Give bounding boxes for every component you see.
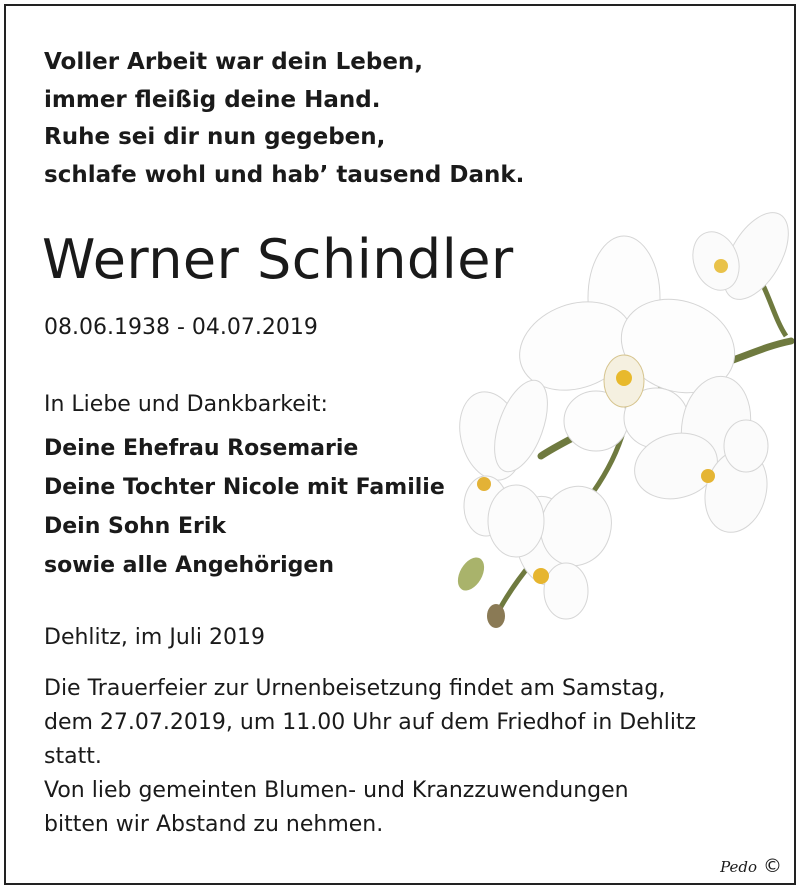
mourner-entry: Deine Ehefrau Rosemarie	[44, 436, 359, 461]
notice-line: Von lieb gemeinten Blumen- und Kranzzuwendungen	[44, 778, 629, 803]
place-date: Dehlitz, im Juli 2019	[44, 625, 265, 650]
mourner-entry: Deine Tochter Nicole mit Familie	[44, 475, 445, 500]
dedication-intro: In Liebe und Dankbarkeit:	[44, 392, 328, 417]
poem-line: schlafe wohl und hab’ tausend Dank.	[44, 161, 525, 188]
notice-line: bitten wir Abstand zu nehmen.	[44, 812, 384, 837]
deceased-name: Werner Schindler	[42, 228, 514, 291]
poem-line: Voller Arbeit war dein Leben,	[44, 49, 424, 75]
mourner-entry: sowie alle Angehörigen	[44, 553, 335, 578]
obituary-card	[4, 4, 796, 885]
life-dates: 08.06.1938 - 04.07.2019	[44, 315, 318, 340]
signature-name: Pedo	[720, 858, 757, 876]
copyright-symbol: ©	[763, 855, 782, 877]
orchid-flower-icon	[446, 206, 796, 636]
publisher-signature	[720, 855, 782, 877]
mourners-list	[44, 429, 445, 585]
poem	[44, 44, 524, 194]
poem-line: immer fleißig deine Hand.	[44, 86, 381, 113]
notice-line: dem 27.07.2019, um 11.00 Uhr auf dem Friedhof in Dehlitz	[44, 710, 697, 735]
notice-line: Die Trauerfeier zur Urnenbeisetzung findet am Samstag,	[44, 676, 666, 701]
funeral-notice	[44, 672, 774, 842]
poem-line: Ruhe sei dir nun gegeben,	[44, 124, 386, 150]
notice-line: statt.	[44, 744, 102, 769]
mourner-entry: Dein Sohn Erik	[44, 514, 227, 539]
